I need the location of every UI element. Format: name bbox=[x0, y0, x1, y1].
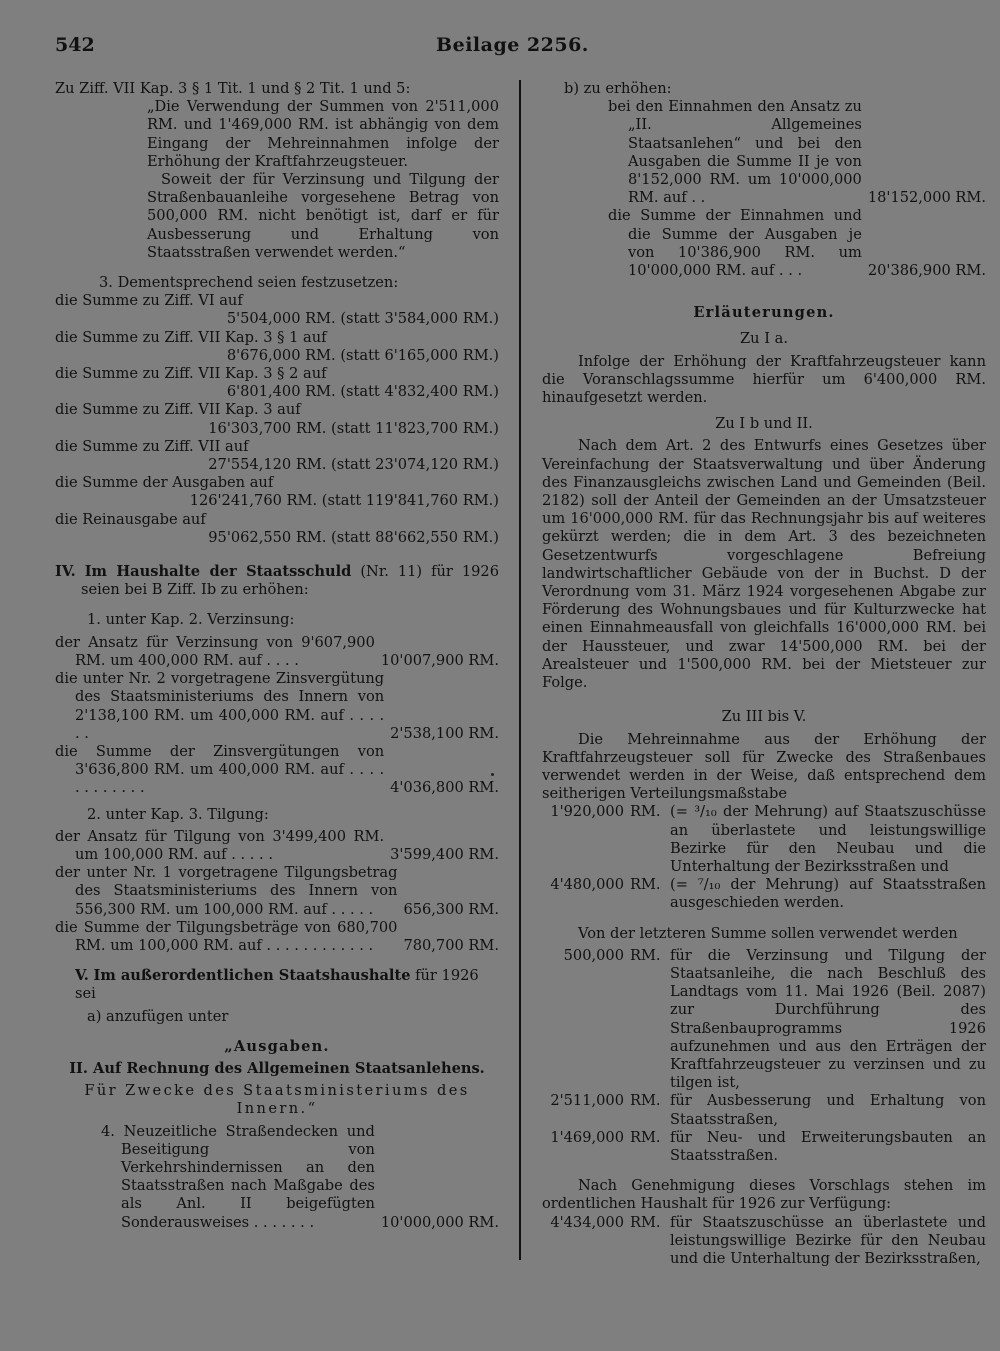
ii-heading: II. Auf Rechnung des Allgemeinen Staatsanlehens. bbox=[69, 1059, 485, 1077]
list-item: die Summe zu Ziff. VII Kap. 3 § 1 auf 8'676,000 RM. (statt 6'165,000 RM.) bbox=[55, 328, 499, 364]
list-item: die Summe zu Ziff. VII Kap. 3 § 2 auf 6'801,400 RM. (statt 4'832,400 RM.) bbox=[55, 365, 499, 401]
left-column bbox=[55, 80, 499, 1232]
section-b: b) zu erhöhen: bbox=[564, 80, 672, 97]
list-item: die Summe zu Ziff. VII Kap. 3 auf 16'303,700 RM. (statt 11'823,700 RM.) bbox=[55, 401, 499, 437]
list-item: 1'469,000 RM. für Neu- und Erweiterungsbauten an Staatsstraßen. bbox=[550, 1128, 986, 1164]
subsection-3: 3. Dementsprechend seien festzusetzen: bbox=[99, 274, 399, 292]
list-item: 4. Neuzeitliche Straßendecken und Beseitigung von Verkehrshindernissen an den Staatsstraßen nach Maßgabe des als Anl. II beigefügten Sonderausweises . . . . . . . 10'000,000 RM. bbox=[101, 1122, 499, 1231]
zu-ib-text: Nach dem Art. 2 des Entwurfs eines Gesetzes über Vereinfachung der Staatsverwaltung und über Änderung des Finanzausgleichs zwischen Land und Gemeinden (Beil. 2182) soll der Anteil der Gemeinden an der Umsatzsteuer um 16'000,000 RM. für das Rechnungsjahr bis auf weiteres gekürzt werden; die in dem Art. 3 des bezeichneten Gesetzentwurfs vorgeschlagene Befreiung landwirtschaftlicher Gebäude von der in Buchst. D der Verordnung vom 31. März 1924 vorgesehenen Abgabe zur Förderung des Wohnungsbaues und für Kulturzwecke hat einen Einnahmeausfall von gleichfalls 16'000,000 RM. bei der Haussteuer, und zwar 14'500,000 RM. bei der Arealsteuer und 1'500,000 RM. bei der Mietsteuer zur Folge. bbox=[542, 437, 986, 692]
iv-1-items bbox=[55, 634, 499, 798]
list-item: die Summe zu Ziff. VI auf 5'504,000 RM. (statt 3'584,000 RM.) bbox=[55, 292, 499, 328]
zu-iii-heading: Zu III bis V. bbox=[721, 708, 807, 726]
list-item: der Ansatz für Verzinsung von 9'607,900 RM. um 400,000 RM. auf . . . . 10'007,900 RM. bbox=[55, 633, 499, 669]
subsection-iv-1: 1. unter Kap. 2. Verzinsung: bbox=[87, 611, 295, 629]
list-item: die Summe der Einnahmen und die Summe der Ausgaben je von 10'386,900 RM. um 10'000,000 RM. auf . . . 20'386,900 RM. bbox=[608, 207, 986, 280]
allocation-list-1 bbox=[542, 803, 986, 912]
nach-text: Nach Genehmigung dieses Vorschlags stehen im ordentlichen Haushalt für 1926 zur Verfügung: bbox=[542, 1177, 986, 1213]
page-header bbox=[55, 34, 970, 60]
list-item: 4'480,000 RM. (= ⁷/₁₀ der Mehrung) auf Staatsstraßen ausgeschieden werden. bbox=[550, 876, 986, 912]
zu-ib-heading: Zu I b und II. bbox=[715, 415, 813, 433]
zu-iii-text: Die Mehreinnahme aus der Erhöhung der Kraftfahrzeugsteuer soll für Zwecke des Straßenbaues verwendet werden in der Weise, daß entsprechend dem seitherigen Verteilungsmaßstabe bbox=[542, 730, 986, 803]
section-intro: Zu Ziff. VII Kap. 3 § 1 Tit. 1 und § 2 Tit. 1 und 5: bbox=[55, 80, 411, 97]
list-item: die Summe der Tilgungsbeträge von 680,700 RM. um 100,000 RM. auf . . . . . . . . . . . . 780,700 RM. bbox=[55, 918, 499, 954]
list-item: 1'920,000 RM. (= ³/₁₀ der Mehrung) auf Staatszuschüsse an überlastete und leistungswillige Bezirke für den Neubau und die Unterhaltung der Bezirksstraßen und bbox=[550, 803, 986, 875]
page-number: 542 bbox=[55, 34, 95, 56]
section-v: V. Im außerordentlichen Staatshaushalte für 1926 sei bbox=[75, 967, 479, 1003]
list-item: die Summe zu Ziff. VII auf 27'554,120 RM. (statt 23'074,120 RM.) bbox=[55, 437, 499, 474]
list-item: bei den Einnahmen den Ansatz zu „II. Allgemeines Staatsanlehen“ und bei den Ausgaben die Summe II je von 8'152,000 RM. um 10'000,000 RM. auf . . 18'152,000 RM. bbox=[608, 98, 986, 207]
page-title: Beilage 2256. bbox=[436, 34, 589, 56]
list-item: der unter Nr. 1 vorgetragene Tilgungsbetrag des Staatsministeriums des Innern von 556,300 RM. um 100,000 RM. auf . . . . . 656,300 RM. bbox=[55, 864, 499, 918]
ausgaben-heading: „Ausgaben. bbox=[224, 1037, 330, 1055]
list-item: die Reinausgabe auf 95'062,550 RM. (statt 88'662,550 RM.) bbox=[55, 510, 499, 546]
subsection-iv-2: 2. unter Kap. 3. Tilgung: bbox=[87, 805, 269, 823]
list-item: 4'434,000 RM. für Staatszuschüsse an überlastete und leistungswillige Bezirke für den Neubau und die Unterhaltung der Bezirksstraßen, bbox=[550, 1213, 986, 1267]
right-column bbox=[542, 80, 986, 1268]
list-item: der Ansatz für Tilgung von 3'499,400 RM. um 100,000 RM. auf . . . . . 3'599,400 RM. bbox=[55, 827, 499, 863]
b-items bbox=[542, 98, 986, 280]
section-iv: IV. Im Haushalte der Staatsschuld (Nr. 11) für 1926 seien bei B Ziff. Ib zu erhöhen: bbox=[55, 563, 499, 599]
list-item: die unter Nr. 2 vorgetragene Zinsvergütung des Staatsministeriums des Innern von 2'138,100 RM. um 400,000 RM. auf . . . . . . 2'538,100 RM. bbox=[55, 670, 499, 742]
zu-ia-text: Infolge der Erhöhung der Kraftfahrzeugsteuer kann die Voranschlagssumme hierfür um 6'400,000 RM. hinaufgesetzt werden. bbox=[542, 352, 986, 407]
list-item: 500,000 RM. für die Verzinsung und Tilgung der Staatsanleihe, die nach Beschluß des Landtags vom 11. Mai 1926 (Beil. 2087) zur Durchführung des Straßenbauprogramms 1926 aufzunehmen und aus den Erträgen der Kraftfahrzeugsteuer zu verzinsen und zu tilgen ist, bbox=[563, 946, 986, 1092]
sums-list bbox=[55, 292, 499, 547]
allocation-list-2 bbox=[542, 947, 986, 1165]
list-item: die Summe der Ausgaben auf 126'241,760 RM. (statt 119'841,760 RM.) bbox=[55, 474, 499, 510]
column-divider bbox=[519, 80, 521, 1260]
list-item: die Summe der Zinsvergütungen von 3'636,800 RM. um 400,000 RM. auf . . . . . . . . . . . . 4'036,800 RM. bbox=[55, 742, 499, 797]
von-text: Von der letzteren Summe sollen verwendet werden bbox=[578, 924, 958, 942]
section-v-a: a) anzufügen unter bbox=[87, 1007, 229, 1025]
zu-ia-heading: Zu I a. bbox=[740, 330, 788, 348]
print-speck bbox=[491, 773, 494, 776]
erlaeuterungen-heading: Erläuterungen. bbox=[693, 304, 835, 322]
zwecke-heading: Für Zwecke des Staatsministeriums des Innern.“ bbox=[84, 1082, 470, 1118]
list-item: 2'511,000 RM. für Ausbesserung und Erhaltung von Staatsstraßen, bbox=[550, 1092, 986, 1128]
iv-2-items bbox=[55, 828, 499, 955]
quoted-text: „Die Verwendung der Summen von 2'511,000 RM. und 1'469,000 RM. ist abhängig von dem Eingang der Mehreinnahmen infolge der Erhöhung der Kraftfahrzeugsteuer. bbox=[147, 98, 499, 170]
allocation-list-3 bbox=[542, 1214, 986, 1269]
quoted-text-2: Soweit der für Verzinsung und Tilgung der Straßenbauanleihe vorgesehene Betrag von 500,000 RM. nicht benötigt ist, darf er für Ausbesserung und Erhaltung von Staatsstraßen verwendet werden.“ bbox=[147, 171, 499, 261]
